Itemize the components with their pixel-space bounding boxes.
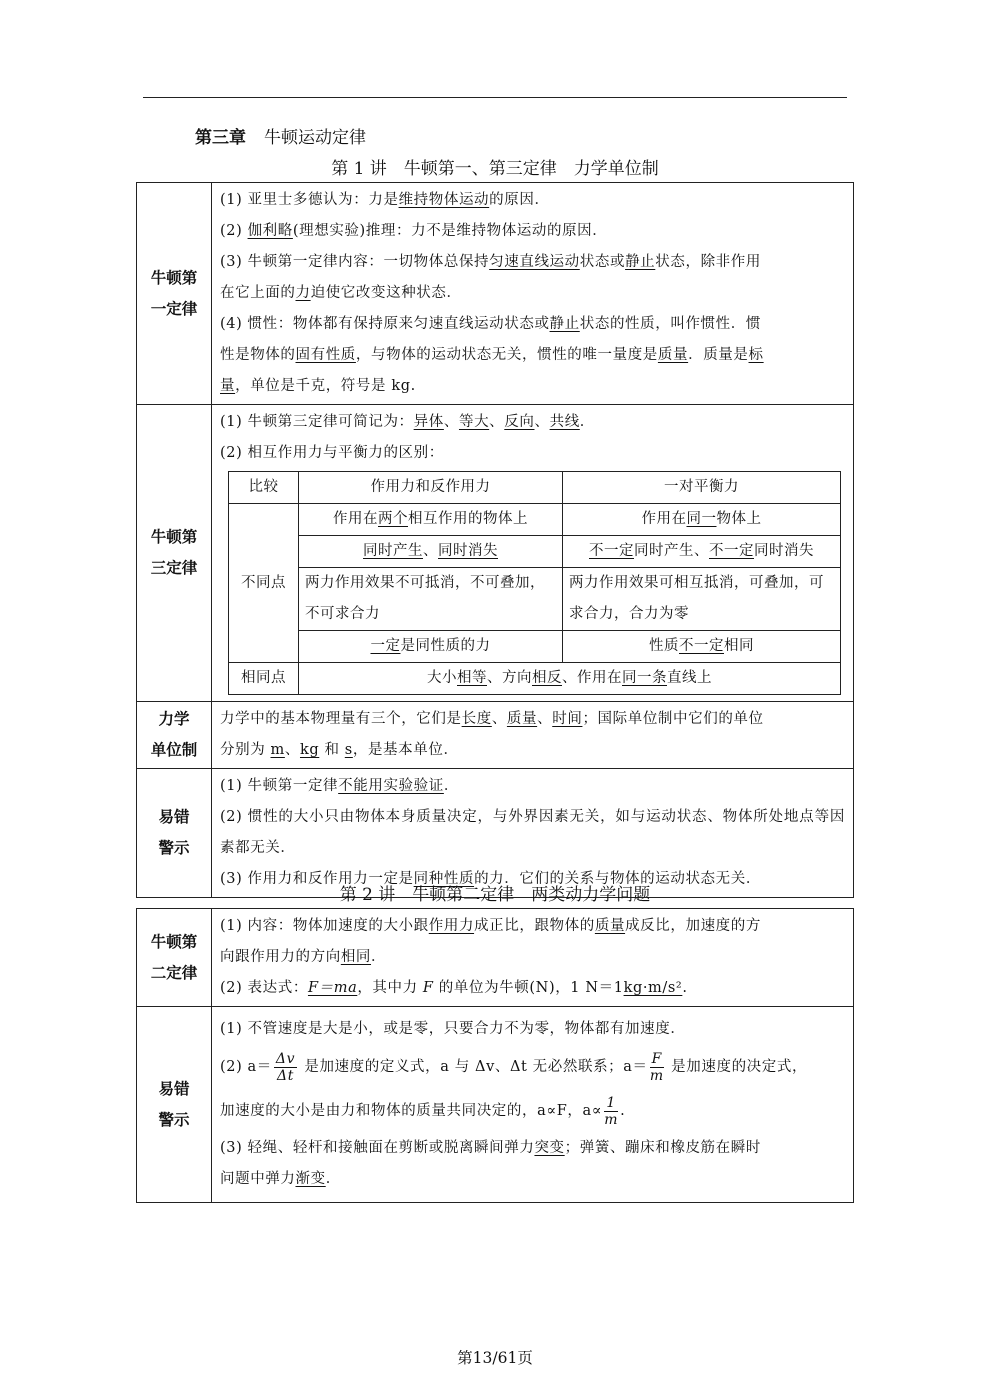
cell: 相同点 bbox=[229, 663, 299, 695]
text-line: (1) 内容：物体加速度的大小跟作用力成正比，跟物体的质量成反比，加速度的方 bbox=[220, 918, 761, 934]
cell: 作用在两个相互作用的物体上 bbox=[299, 504, 563, 536]
cell: 性质不一定相同 bbox=[563, 631, 841, 663]
lecture-1-title: 第 1 讲 牛顿第一、第三定律 力学单位制 bbox=[331, 159, 659, 179]
text-line: 性是物体的固有性质，与物体的运动状态无关，惯性的唯一量度是质量．质量是标 bbox=[220, 347, 764, 363]
cell: 两力作用效果不可抵消，不可叠加，不可求合力 bbox=[299, 568, 563, 631]
chapter-heading: 第三章 牛顿运动定律 bbox=[195, 128, 366, 148]
cell: 比较 bbox=[229, 472, 299, 504]
text-line: 问题中弹力渐变． bbox=[220, 1171, 341, 1187]
text-line: 量，单位是千克，符号是 kg. bbox=[220, 378, 416, 394]
text-line: (2) 惯性的大小只由物体本身质量决定，与外界因素无关，如与运动状态、物体所处地点等因素都无关． bbox=[220, 809, 845, 856]
cell: 一定是同性质的力 bbox=[299, 631, 563, 663]
text-line: 在它上面的力迫使它改变这种状态． bbox=[220, 285, 462, 301]
fraction: $\frac{\Delta v}{\Delta t}$ bbox=[275, 1050, 296, 1084]
text-line: (3) 牛顿第一定律内容：一切物体总保持匀速直线运动状态或静止状态，除非作用 bbox=[220, 254, 761, 270]
row-units bbox=[137, 702, 854, 769]
row-head: 牛顿第 三定律 bbox=[137, 405, 212, 702]
cell: 同时产生、同时消失 bbox=[299, 536, 563, 568]
lecture-1-table bbox=[136, 182, 854, 898]
cell: 作用在同一物体上 bbox=[563, 504, 841, 536]
text-line: 分别为 m、kg 和 s，是基本单位． bbox=[220, 742, 459, 758]
text-line: 力学中的基本物理量有三个，它们是长度、质量、时间；国际单位制中它们的单位 bbox=[220, 711, 764, 727]
text-line: (1) 牛顿第三定律可简记为：异体、等大、反向、共线． bbox=[220, 414, 595, 430]
text-line: (1) 不管速度是大是小，或是零，只要合力不为零，物体都有加速度． bbox=[220, 1021, 686, 1037]
row-second-law bbox=[137, 909, 854, 1007]
row-head: 易错 警示 bbox=[137, 1007, 212, 1203]
lecture-2-table bbox=[136, 908, 854, 1203]
page-number: 第13/61页 bbox=[457, 1349, 533, 1367]
text-line: (3) 轻绳、轻杆和接触面在剪断或脱离瞬间弹力突变；弹簧、蹦床和橡皮筋在瞬时 bbox=[220, 1140, 761, 1156]
text-line: (2) a＝ $\frac{\Delta v}{\Delta t}$ 是加速度的定义式，a 与 Δv、Δt 无必然联系；a＝ $\frac{F}{m}$ 是加速度的决定式， bbox=[220, 1050, 808, 1084]
fraction: $\frac{F}{m}$ bbox=[649, 1050, 664, 1084]
text-line: (3) 作用力和反作用力一定是同种性质的力．它们的关系与物体的运动状态无关． bbox=[220, 871, 761, 887]
text-line: (2) 伽利略(理想实验)推理：力不是维持物体运动的原因． bbox=[220, 223, 608, 239]
cell: 不一定同时产生、不一定同时消失 bbox=[563, 536, 841, 568]
row-head: 牛顿第 一定律 bbox=[137, 183, 212, 405]
cell: 不同点 bbox=[229, 504, 299, 663]
row-head: 力学 单位制 bbox=[137, 702, 212, 769]
row-head: 牛顿第 二定律 bbox=[137, 909, 212, 1007]
comparison-table bbox=[228, 471, 841, 695]
row-first-law bbox=[137, 183, 854, 405]
cell: 一对平衡力 bbox=[563, 472, 841, 504]
text-line: (2) 表达式：F＝ma，其中力 F 的单位为牛顿(N)，1 N＝1kg·m/s². bbox=[220, 980, 688, 996]
row-warnings bbox=[137, 769, 854, 898]
fraction: $\frac{1}{m}$ bbox=[604, 1094, 619, 1128]
row-third-law bbox=[137, 405, 854, 702]
text-line: 加速度的大小是由力和物体的质量共同决定的，a∝F，a∝ $\frac{1}{m}$ . bbox=[220, 1094, 626, 1128]
text-line: (1) 亚里士多德认为：力是维持物体运动的原因． bbox=[220, 192, 550, 208]
cell: 大小相等、方向相反、作用在同一条直线上 bbox=[299, 663, 841, 695]
text-line: 向跟作用力的方向相同． bbox=[220, 949, 387, 965]
cell: 作用力和反作用力 bbox=[299, 472, 563, 504]
row-warnings-2 bbox=[137, 1007, 854, 1203]
row-head: 易错 警示 bbox=[137, 769, 212, 898]
text-line: (2) 相互作用力与平衡力的区别： bbox=[220, 445, 444, 461]
header-rule bbox=[143, 97, 847, 98]
cell: 两力作用效果可相互抵消，可叠加，可求合力，合力为零 bbox=[563, 568, 841, 631]
lecture-2-title: 第 2 讲 牛顿第二定律 两类动力学问题 bbox=[339, 885, 651, 905]
text-line: (1) 牛顿第一定律不能用实验验证． bbox=[220, 778, 459, 794]
text-line: (4) 惯性：物体都有保持原来匀速直线运动状态或静止状态的性质，叫作惯性．惯 bbox=[220, 316, 761, 332]
